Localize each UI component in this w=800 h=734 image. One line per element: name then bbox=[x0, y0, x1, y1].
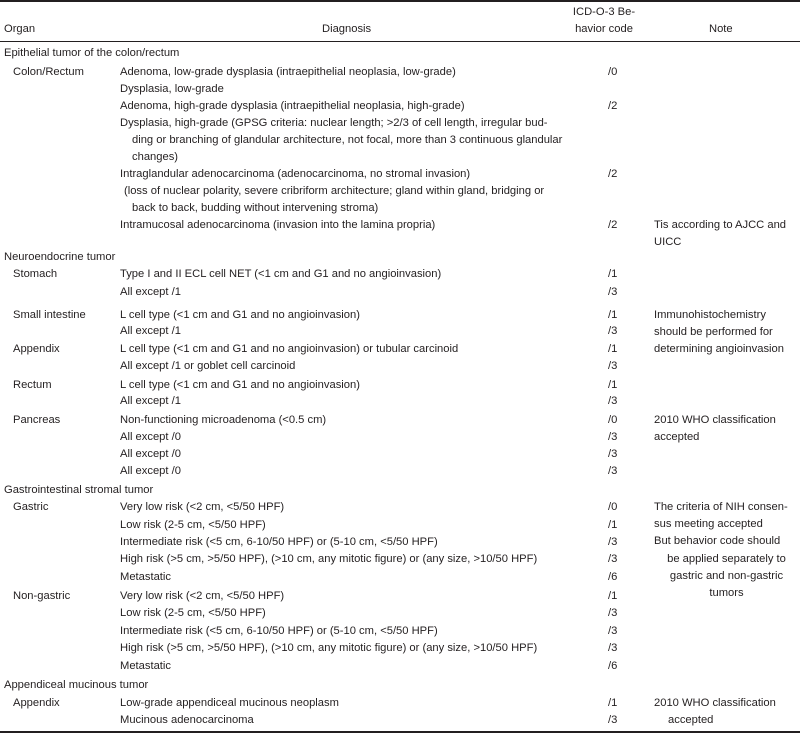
behavior-code: /3 bbox=[608, 553, 618, 565]
diagnosis-line: (loss of nuclear polarity, severe cribriform architecture; gland within gland, bridging or bbox=[124, 185, 545, 198]
diagnosis-text: All except /1 or goblet cell carcinoid bbox=[120, 360, 296, 372]
behavior-code: /3 bbox=[608, 325, 618, 337]
note-text bbox=[654, 499, 799, 602]
diagnosis-text: Adenoma, high-grade dysplasia (intraepithelial neoplasia, high-grade) bbox=[120, 100, 465, 112]
section-title: Neuroendocrine tumor bbox=[4, 251, 116, 263]
diagnosis-text: L cell type (<1 cm and G1 and no angioinvasion) or tubular carcinoid bbox=[120, 343, 459, 355]
behavior-code: /0 bbox=[608, 66, 618, 78]
diagnosis-text: Mucinous adenocarcinoma bbox=[120, 714, 254, 726]
diagnosis-line: changes) bbox=[132, 151, 179, 164]
header-behavior-code-line2: havior code bbox=[575, 23, 633, 36]
diagnosis-text: L cell type (<1 cm and G1 and no angioinvasion) bbox=[120, 379, 360, 391]
behavior-code: /3 bbox=[608, 360, 618, 372]
diagnosis-line: ding or branching of glandular architecture, not focal, more than 3 continuous glandular bbox=[132, 134, 563, 147]
diagnosis-text: All except /0 bbox=[120, 448, 181, 460]
diagnosis-text: Very low risk (<2 cm, <5/50 HPF) bbox=[120, 590, 285, 602]
organ-label: Rectum bbox=[13, 379, 52, 391]
diagnosis-text: All except /1 bbox=[120, 286, 181, 298]
behavior-code: /1 bbox=[608, 590, 618, 602]
diagnosis-text: High risk (>5 cm, >5/50 HPF), (>10 cm, any mitotic figure) or (any size, >10/50 HPF) bbox=[120, 553, 538, 565]
diagnosis-text: L cell type (<1 cm and G1 and no angioinvasion) bbox=[120, 309, 360, 321]
note-line: be applied separately to bbox=[667, 552, 786, 565]
behavior-code: /3 bbox=[608, 536, 618, 548]
behavior-code: /3 bbox=[608, 448, 618, 460]
diagnosis-text: All except /0 bbox=[120, 431, 181, 443]
bottom-rule bbox=[0, 731, 800, 733]
note-line: The criteria of NIH consen- bbox=[654, 501, 788, 513]
diagnosis-text: Metastatic bbox=[120, 571, 171, 583]
diagnosis-text bbox=[120, 166, 544, 218]
note-text bbox=[654, 695, 776, 729]
organ-label: Pancreas bbox=[13, 414, 61, 426]
behavior-code: /3 bbox=[608, 286, 618, 298]
diagnosis-text: Dysplasia, low-grade bbox=[120, 83, 224, 95]
header-note: Note bbox=[709, 23, 733, 35]
diagnosis-text: High risk (>5 cm, >5/50 HPF), (>10 cm, any mitotic figure) or (any size, >10/50 HPF) bbox=[120, 642, 538, 654]
note-line: But behavior code should bbox=[654, 535, 781, 548]
behavior-code: /1 bbox=[608, 379, 618, 391]
behavior-code: /3 bbox=[608, 431, 618, 443]
note-text bbox=[654, 307, 784, 359]
diagnosis-text bbox=[120, 115, 562, 167]
diagnosis-text: Metastatic bbox=[120, 660, 171, 672]
note-line: should be performed for bbox=[654, 326, 773, 339]
behavior-code: /6 bbox=[608, 571, 618, 583]
behavior-code: /1 bbox=[608, 268, 618, 280]
diagnosis-text: All except /0 bbox=[120, 465, 181, 477]
organ-label: Stomach bbox=[13, 268, 58, 280]
diagnosis-text: Low risk (2-5 cm, <5/50 HPF) bbox=[120, 519, 266, 531]
header-behavior-code bbox=[556, 4, 652, 38]
diagnosis-line: Dysplasia, high-grade (GPSG criteria: nuclear length; >2/3 of cell length, irregular bud- bbox=[120, 117, 548, 129]
behavior-code: /3 bbox=[608, 607, 618, 619]
top-rule bbox=[0, 0, 800, 2]
section-title: Epithelial tumor of the colon/rectum bbox=[4, 47, 180, 59]
organ-label: Appendix bbox=[13, 697, 60, 709]
behavior-code: /3 bbox=[608, 395, 618, 407]
header-organ: Organ bbox=[4, 23, 36, 35]
section-title: Gastrointestinal stromal tumor bbox=[4, 484, 154, 496]
diagnosis-text: Intramucosal adenocarcinoma (invasion into the lamina propria) bbox=[120, 219, 436, 231]
note-line: accepted bbox=[668, 714, 714, 727]
diagnosis-text: All except /1 bbox=[120, 325, 181, 337]
note-text bbox=[654, 412, 776, 446]
behavior-code: /1 bbox=[608, 519, 618, 531]
behavior-code: /3 bbox=[608, 642, 618, 654]
behavior-code: /6 bbox=[608, 660, 618, 672]
diagnosis-line: Intraglandular adenocarcinoma (adenocarcinoma, no stromal invasion) bbox=[120, 168, 471, 180]
organ-label: Small intestine bbox=[13, 309, 86, 321]
behavior-code: /0 bbox=[608, 501, 618, 513]
diagnosis-text: Low risk (2-5 cm, <5/50 HPF) bbox=[120, 607, 266, 619]
behavior-code: /2 bbox=[608, 168, 618, 180]
diagnosis-text: Very low risk (<2 cm, <5/50 HPF) bbox=[120, 501, 285, 513]
behavior-code: /3 bbox=[608, 625, 618, 637]
diagnosis-text: Adenoma, low-grade dysplasia (intraepithelial neoplasia, low-grade) bbox=[120, 66, 456, 78]
behavior-code: /1 bbox=[608, 697, 618, 709]
diagnosis-text: Low-grade appendiceal mucinous neoplasm bbox=[120, 697, 339, 709]
note-line: tumors bbox=[709, 587, 744, 600]
behavior-code: /3 bbox=[608, 465, 618, 477]
note-line: sus meeting accepted bbox=[654, 518, 763, 531]
note-line: UICC bbox=[654, 236, 682, 249]
diagnosis-text: Intermediate risk (<5 cm, 6-10/50 HPF) or (5-10 cm, <5/50 HPF) bbox=[120, 536, 438, 548]
section-title: Appendiceal mucinous tumor bbox=[4, 679, 149, 691]
organ-label: Colon/Rectum bbox=[13, 66, 84, 78]
behavior-code: /2 bbox=[608, 100, 618, 112]
header-behavior-code-line1: ICD-O-3 Be- bbox=[572, 6, 636, 18]
header-diagnosis: Diagnosis bbox=[322, 23, 372, 35]
behavior-code: /3 bbox=[608, 714, 618, 726]
note-line: gastric and non-gastric bbox=[669, 569, 784, 582]
diagnosis-text: Type I and II ECL cell NET (<1 cm and G1 and no angioinvasion) bbox=[120, 268, 442, 280]
behavior-code: /2 bbox=[608, 219, 618, 231]
header-rule bbox=[0, 41, 800, 42]
note-line: Immunohistochemistry bbox=[654, 309, 766, 321]
diagnosis-line: back to back, budding without intervening stroma) bbox=[132, 202, 379, 215]
note-text bbox=[654, 217, 786, 251]
organ-label: Non-gastric bbox=[13, 590, 71, 602]
note-line: 2010 WHO classification bbox=[654, 697, 776, 709]
diagnosis-text: Non-functioning microadenoma (<0.5 cm) bbox=[120, 414, 327, 426]
diagnosis-text: All except /1 bbox=[120, 395, 181, 407]
behavior-code: /0 bbox=[608, 414, 618, 426]
organ-label: Gastric bbox=[13, 501, 49, 513]
organ-label: Appendix bbox=[13, 343, 60, 355]
note-line: Tis according to AJCC and bbox=[654, 219, 787, 231]
behavior-code: /1 bbox=[608, 343, 618, 355]
note-line: determining angioinvasion bbox=[654, 343, 784, 356]
diagnosis-text: Intermediate risk (<5 cm, 6-10/50 HPF) or (5-10 cm, <5/50 HPF) bbox=[120, 625, 438, 637]
note-line: 2010 WHO classification bbox=[654, 414, 776, 426]
note-line: accepted bbox=[654, 431, 700, 444]
behavior-code: /1 bbox=[608, 309, 618, 321]
